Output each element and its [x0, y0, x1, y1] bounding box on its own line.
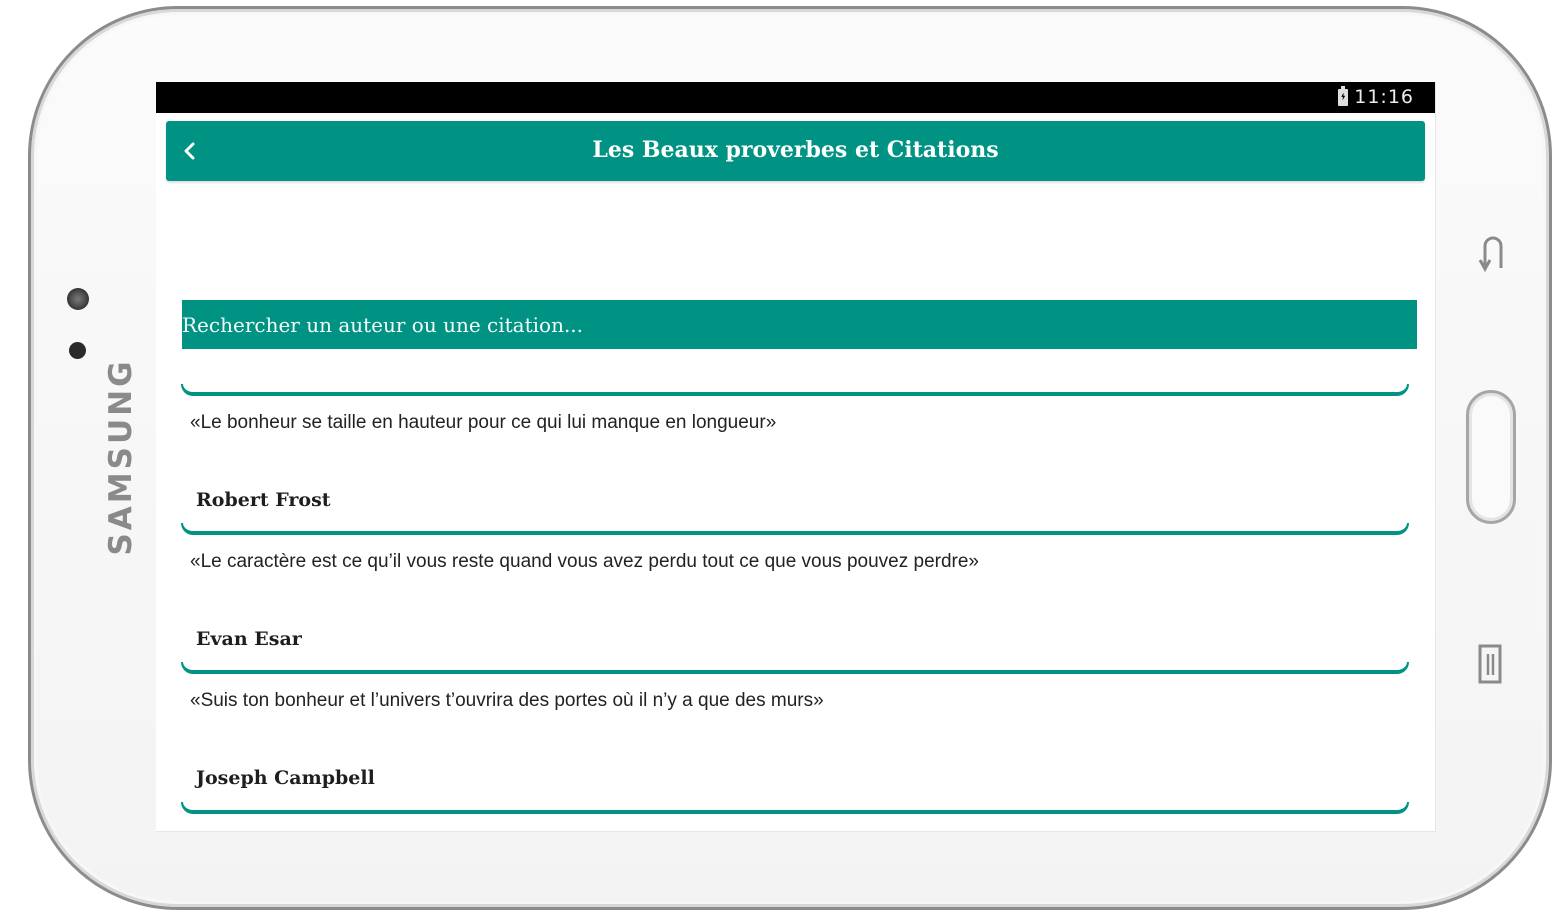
- device-brand: SAMSUNG: [103, 358, 139, 556]
- card-divider: [181, 662, 1409, 674]
- app-screen: [156, 82, 1436, 832]
- app-title: Les Beaux proverbes et Citations: [592, 137, 999, 163]
- light-sensor-icon: [69, 342, 86, 359]
- front-camera-icon: [67, 288, 89, 310]
- card-divider: [181, 523, 1409, 535]
- quote-author[interactable]: Robert Frost: [196, 489, 331, 511]
- back-key-icon[interactable]: [1474, 232, 1508, 274]
- card-divider: [181, 384, 1409, 396]
- quote-list: [156, 82, 1436, 832]
- quote-text[interactable]: «Le caractère est ce qu’il vous reste quand vous avez perdu tout ce que vous pouvez perdre»: [190, 551, 979, 572]
- quote-author[interactable]: Joseph Campbell: [196, 767, 375, 789]
- card-divider: [181, 802, 1409, 814]
- status-time: 11:16: [1354, 86, 1414, 108]
- quote-author[interactable]: Evan Esar: [196, 628, 302, 650]
- quote-text[interactable]: «Le bonheur se taille en hauteur pour ce qui lui manque en longueur»: [190, 412, 777, 433]
- quote-text[interactable]: «Suis ton bonheur et l’univers t’ouvrira des portes où il n’y a que des murs»: [190, 690, 824, 711]
- home-button[interactable]: [1466, 390, 1516, 524]
- recent-apps-icon[interactable]: [1477, 642, 1503, 686]
